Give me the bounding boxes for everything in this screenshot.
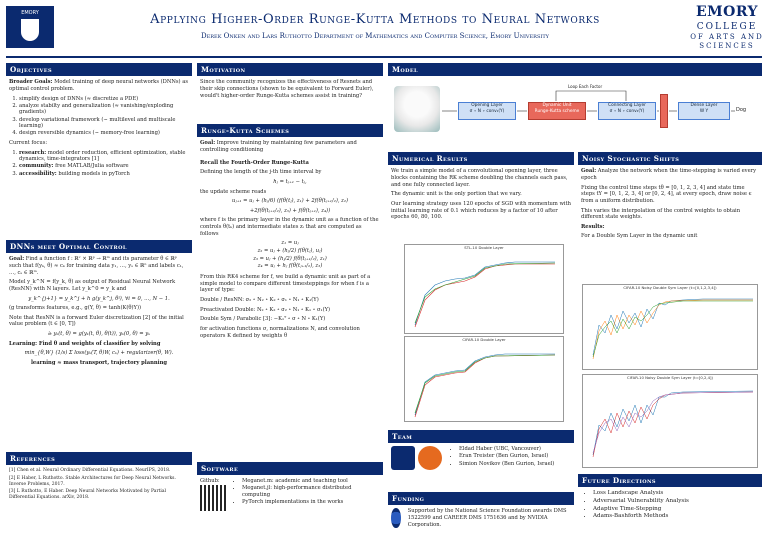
future-item: • Adaptive Time-Stepping: [593, 506, 759, 513]
rk-footnote: for activation functions σ, normalizations N, and convolution operators K defined by weights θ: [200, 326, 360, 339]
emory-logo-left: [6, 6, 54, 48]
bgu-logo-icon: [418, 446, 442, 470]
ubc-logo-icon: [391, 446, 415, 470]
noisy-results-label: Results:: [581, 223, 605, 230]
objective-item: 1. simplify design of DNNs (≈ discretize a PDE): [19, 96, 189, 103]
ivp-equation: ∂ₜ yₖ(t, θ) = g(yₖ(t, θ), θ(t)), yₖ(0, θ) = yₖ: [47, 331, 151, 338]
plot-title: CIFAR-10 Noisy Double Sym Layer (t=[0,2,4]): [626, 375, 714, 380]
future-heading: Future Directions: [578, 474, 762, 487]
update-equation-1: uⱼ₊₁ = uⱼ + (hⱼ/6) (f(θ(tⱼ), z₁) + 2f(θ(tⱼ₊₁/₂), z₂): [231, 198, 348, 205]
objectives-intro: Model training of deep neural networks (DNNs) as optimal control problem.: [9, 79, 188, 92]
dnn-goal: Find a function f : ℝᵛ × ℝᵖ → ℝᵐ and its parameter θ ∈ ℝᵖ such that f(yₖ, θ) ≈ cₖ for training data y₁, …, yₛ ∈ ℝⁿ and labels c₁, …, cₛ ∈ ℝᵐ.: [9, 256, 184, 276]
poster-title: Applying Higher-Order Runge-Kutta Methods to Neural Networks: [150, 12, 600, 27]
numerical-p2: The dynamic unit is the only portion that we vary.: [391, 191, 522, 198]
focus-label: Current focus:: [9, 139, 48, 146]
stl10-plot: [404, 244, 564, 334]
rk-recall-title: Recall the Fourth-Order Runge-Kutta: [200, 159, 309, 166]
noisy-goal-label: Goal:: [581, 168, 597, 175]
motivation-text: Since the community recognizes the effectiveness of Resnets and their skip connections (shown to be equivalent to Forward Euler), would't higher-order Runge-Kutta schemes assist in training?: [200, 79, 374, 99]
qr-code-icon[interactable]: [200, 485, 226, 511]
rk-goal: Improve training by maintaining few parameters and controlling conditioning: [200, 140, 357, 153]
layer-type: Double / ResNN: σ₂ ∘ N₂ ∘ K₂ ∘ σ₁ ∘ N₁ ∘ K₁(Y): [200, 297, 319, 304]
dnn-section: [6, 240, 192, 446]
team-heading: Team: [388, 430, 574, 443]
motivation-section: [197, 63, 383, 121]
model-heading: Model: [388, 63, 762, 76]
references-section: [6, 452, 192, 542]
focus-item: [19, 171, 189, 178]
objectives-section: [6, 63, 192, 239]
dnn-goal-label: Goal:: [9, 256, 25, 263]
dnn-summary: learning ≈ mass transport, trajectory planning: [30, 360, 168, 367]
focus-item-bold: research:: [19, 149, 47, 156]
noisy-fix: Fixing the control time steps tθ = [0, 1, 2, 3, 4] and state time steps tY = [0, 1, 2, 3, 4] or [0, 2, 4], at every epoch, draw noise ϵ from a uniform distribution.: [581, 184, 752, 204]
h-equation: hⱼ = tⱼ₊₁ − tⱼ,: [273, 178, 307, 185]
references-heading: References: [6, 452, 192, 465]
connecting-layer-label: Connecting Layer: [608, 103, 646, 109]
funding-section: [388, 492, 574, 542]
dense-layer-label: Dense Layer: [690, 103, 718, 109]
z-equation: z₄ = uⱼ + hⱼ f(θ(tⱼ₊₁/₂), z₃): [257, 263, 323, 270]
dnn-learning: Learning: Find θ and weights of classifier by solving: [9, 340, 161, 347]
update-equation-2: +2f(θ(tⱼ₊₁/₂), z₃) + f(θ(tⱼ₊₁), z₄)): [249, 207, 331, 214]
stl10-curves: [405, 245, 563, 333]
team-member: • Eldad Haber (UBC, Vancouver): [459, 446, 554, 453]
plot-title: CIFAR-10 Double Layer: [462, 337, 506, 342]
emory-logo-text: EMORY: [21, 10, 39, 16]
focus-item-bold: accessibility:: [19, 170, 57, 177]
future-section: [578, 474, 762, 542]
noisy-curves-2: [583, 375, 757, 467]
dnn-euler: Note that ResNN is a forward Euler discretization [2] of the initial value problem (t ∈ [0, T]): [9, 314, 184, 328]
objective-item: 3. develop variational framework (∼ multilevel and multiscale learning): [19, 117, 189, 130]
dnn-model: Model y_k^N = f(y_k, θ) as output of Residual Neural Network (ResNN) with N layers. Let y_k^0 = y_k and: [9, 279, 176, 292]
objectives-intro-label: Broader Goals:: [9, 79, 53, 86]
logo-sciences: SCIENCES: [699, 42, 755, 51]
focus-item: [19, 150, 189, 163]
z-equation: z₁ = uⱼ: [281, 240, 299, 247]
shield-icon: [21, 19, 39, 41]
focus-item-bold: community:: [19, 163, 54, 170]
team-member: • Eran Treister (Ben Gurion, Israel): [459, 453, 554, 460]
team-section: [388, 430, 574, 488]
dnn-g-note: (g transforms features, e.g., g(Y, θ) = tanh(K(θ)Y)): [9, 305, 142, 312]
logo-arts: OF ARTS AND: [690, 33, 764, 42]
noisy-goal: Analyze the network when the time-stepping is varied every epoch: [581, 168, 757, 181]
dense-layer-sub: W Y: [699, 108, 709, 114]
plot-title: STL-10 Double Layer: [464, 245, 504, 250]
rk-from-rk4: From this RK4 scheme for f, we build a dynamic unit as part of a simple model to compare different timesteppings for when f is a layer of type:: [200, 274, 371, 294]
noisy-heading: Noisy Stochastic Shifts: [578, 152, 762, 165]
z-equation: z₃ = uⱼ + (hⱼ/2) f(θ(tⱼ₊₁/₂), z₁): [253, 255, 327, 262]
numerical-p1: We train a simple model of a convolutional opening layer, three blocks containing the RK scheme doubling the channels each pass, and one fully connected layer.: [391, 168, 568, 188]
opening-layer-sub: σ ∘ N ∘ conv₁(Y): [469, 108, 505, 114]
logo-college: COLLEGE: [696, 21, 758, 32]
numerical-p3: Our learning strategy uses 120 epochs of SGD with momentum with initial learning rate of 0.1 which reduces by a factor of 10 after epochs 60, 80, 100.: [391, 200, 571, 221]
noisy-plot-2: [582, 374, 758, 468]
header-rule: [6, 56, 762, 58]
future-item: • Adversarial Vulnerability Analysis: [593, 498, 759, 505]
nsf-logo-icon: [391, 508, 401, 528]
layer-type: Preactivated Double: N₂ ∘ K₂ ∘ σ₂ ∘ N₁ ∘ K₁ ∘ σ₁(Y): [200, 306, 331, 313]
rk-heading: Runge-Kutta Schemes: [197, 124, 383, 137]
noisy-section: [578, 152, 762, 472]
noisy-results-text: For a Double Sym Layer in the dynamic unit: [581, 233, 698, 240]
software-item: • Meganet.m: academic and teaching tool: [242, 478, 380, 485]
rk-where: where f is the primary layer in the dynamic unit as a function of the controls θ(tₖ) and intermediate states zᵢ that are computed as follows: [200, 217, 379, 237]
github-label: Github:: [200, 478, 220, 485]
reference-item: [1] Chen et al. Neural Ordinary Differential Equations. NeurIPS, 2018.: [9, 468, 171, 474]
rk-goal-label: Goal:: [200, 140, 216, 147]
noisy-curves-1: [583, 285, 757, 369]
funding-heading: Funding: [388, 492, 574, 505]
objective-item: 4. design reversible dynamics (∼ memory-free learning): [19, 130, 189, 137]
objectives-list: [19, 96, 189, 137]
model-section: [388, 63, 762, 147]
layer-type: Double Sym / Parabolic [3]: −K₁ᵀ ∘ σ ∘ N ∘ K₁(Y): [200, 316, 326, 323]
emory-college-logo: [690, 4, 764, 51]
rk-recall: Defining the length of the j-th time interval by: [200, 169, 322, 176]
rk-update-label: the update scheme reads: [200, 188, 267, 195]
z-equation: z₂ = uⱼ + (hⱼ/2) f(θ(tⱼ), uⱼ): [257, 248, 323, 255]
focus-item-text: free MATLAB/Julia software: [55, 163, 129, 170]
opening-layer-label: Opening Layer: [471, 103, 503, 109]
software-heading: Software: [197, 462, 383, 475]
output-label: Dog: [736, 107, 747, 114]
team-member: • Simion Novikov (Ben Gurion, Israel): [459, 461, 554, 468]
numerical-section: [388, 152, 574, 426]
future-item: • Loss Landscape Analysis: [593, 490, 759, 497]
objective-item: 2. analyze stabilty and generalization (≈ vanishing/exploding gradients): [19, 103, 189, 116]
numerical-heading: Numerical Results: [388, 152, 574, 165]
cifar10-curves: [405, 337, 563, 421]
reference-item: [3] L Ruthotto, E Haber. Deep Neural Networks Motivated by Partial Differential Equations. arXiv, 2018.: [9, 489, 166, 501]
cifar10-plot: [404, 336, 564, 422]
loop-label: Loop Each Factor: [568, 84, 603, 90]
resnet-equation: y_k^{j+1} = y_k^j + h g(y_k^j, θʲ), ∀i = 0, …, N − 1.: [28, 295, 170, 302]
focus-list: [19, 150, 189, 178]
dnn-heading: DNNs meet Optimal Control: [6, 240, 192, 253]
focus-item: [19, 163, 189, 170]
dynamic-unit-sub: Runge-Kutta scheme: [534, 108, 580, 114]
plot-title: CIFAR-10 Noisy Double Sym Layer (t=[0,1,2,3,4]): [623, 285, 717, 290]
objectives-heading: Objectives: [6, 63, 192, 76]
future-item: • Adams-Bashforth Methods: [593, 513, 759, 520]
rk-section: [197, 124, 383, 454]
poster-authors: Derek Onken and Lars Ruthotto Department of Mathematics and Computer Science, Emory University: [201, 32, 549, 40]
logo-emory: EMORY: [695, 4, 759, 20]
noisy-plot-1: [582, 284, 758, 370]
funding-text: Supported by the National Science Foundation awards DMS 1522599 and CAREER DMS 1751636 and by NVIDIA Corporation.: [407, 508, 567, 528]
noisy-interp: This varies the interpolation of the control weights to obtain different state weights.: [581, 207, 741, 221]
dynamic-unit-label: Dynamic Unit: [542, 103, 572, 109]
software-section: [197, 462, 383, 542]
connecting-layer-sub: σ ∘ N ∘ conv₂(Y): [609, 108, 645, 114]
focus-item-text: building models in pyTorch: [58, 170, 130, 177]
reference-item: [2] E Haber, L Ruthotto. Stable Architectures for Deep Neural Networks. Inverse Problems, 2017.: [9, 475, 176, 487]
motivation-heading: Motivation: [197, 63, 383, 76]
software-item: • Meganet.jl: high-performance distributed computing: [242, 485, 380, 498]
min-equation: min_{θ,W} (1/s) Σ loss(yₖ(T, θ)W, cₖ) + regularizer(θ, W).: [24, 350, 174, 357]
focus-item-text: model order reduction, efficient optimization, stable dynamics, time-integrators [1]: [19, 149, 186, 163]
software-item: • PyTorch implementations in the works: [242, 499, 380, 506]
